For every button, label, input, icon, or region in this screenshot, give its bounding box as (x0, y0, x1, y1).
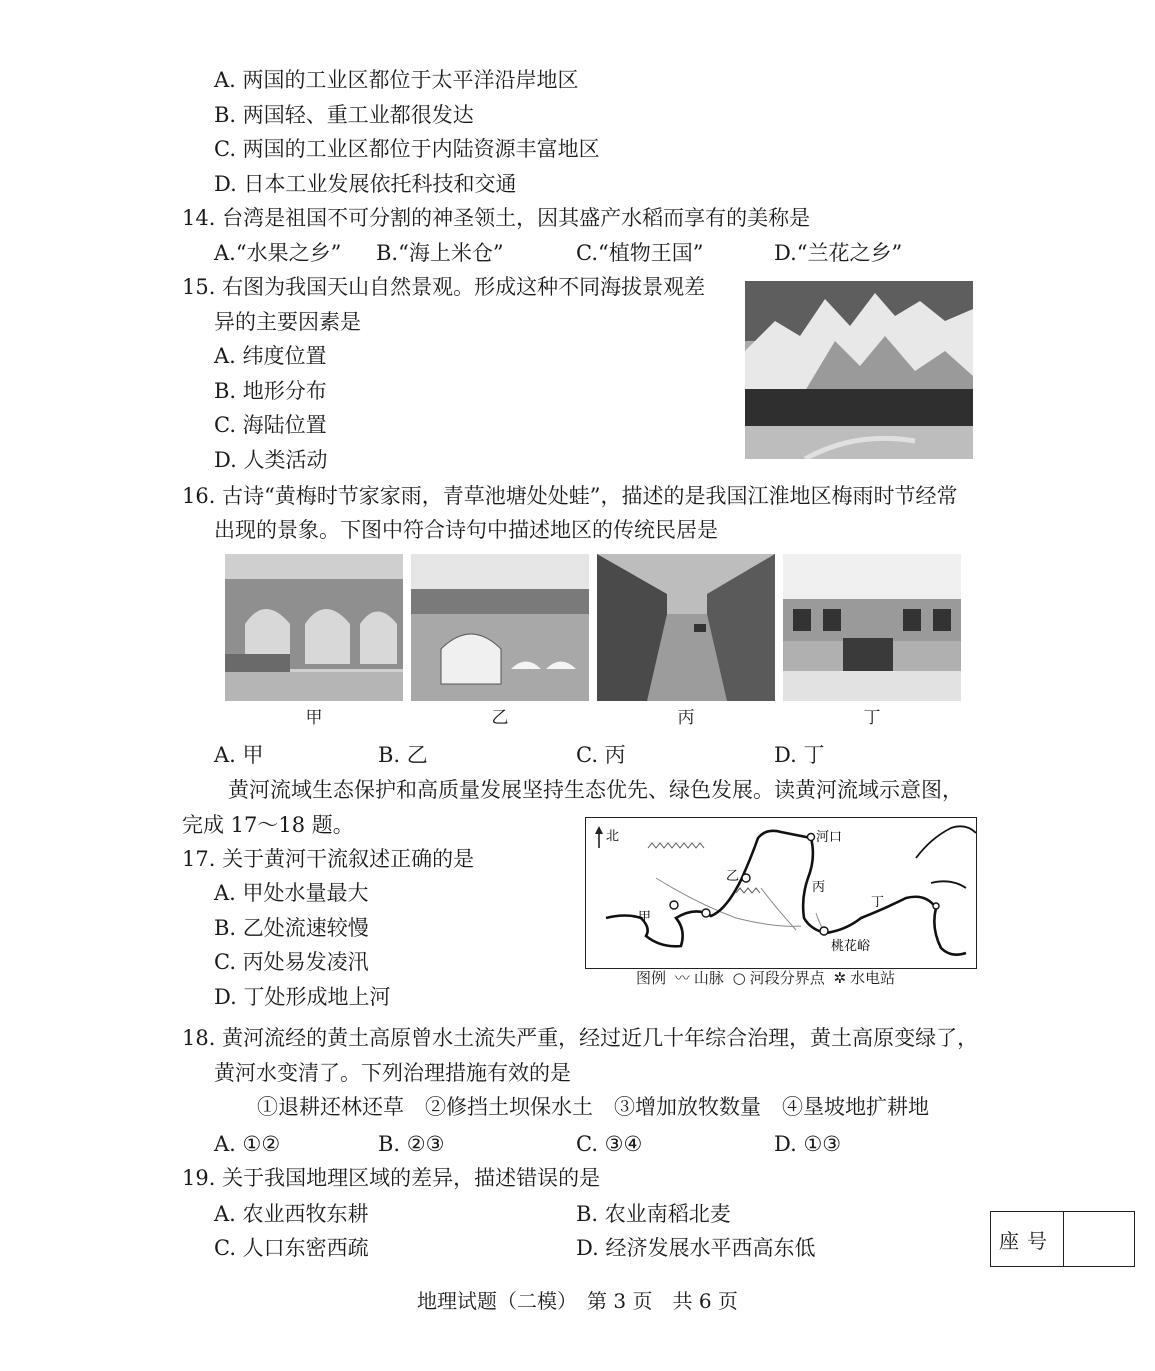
q14-stem: 14. 台湾是祖国不可分割的神圣领土，因其盛产水稻而享有的美称是 (182, 206, 811, 230)
q17-option-d: D. 丁处形成地上河 (214, 985, 391, 1009)
caption-yi: 乙 (491, 708, 509, 728)
q16-stem-line1: 16. 古诗“黄梅时节家家雨，青草池塘处处蛙”，描述的是我国江淮地区梅雨时节经常 (182, 484, 958, 508)
legend-mountain-label: 山脉 (693, 969, 724, 987)
map-label-jia: 甲 (638, 910, 652, 925)
q18-stem-line1: 18. 黄河流经的黄土高原曾水土流失严重，经过近几十年综合治理，黄土高原变绿了， (182, 1026, 979, 1050)
q19-option-c: C. 人口东密西疏 (214, 1236, 369, 1260)
house-photo-bing (597, 554, 775, 701)
q15-stem-line2: 异的主要因素是 (214, 310, 361, 334)
q15-option-d: D. 人类活动 (214, 448, 328, 472)
q16-option-a: A. 甲 (214, 743, 264, 767)
q13-option-c: C. 两国的工业区都位于内陆资源丰富地区 (214, 137, 600, 161)
q19-option-a: A. 农业西牧东耕 (214, 1202, 369, 1226)
q13-option-a: A. 两国的工业区都位于太平洋沿岸地区 (214, 68, 579, 92)
river-boundary-point-icon: ○ (732, 969, 746, 987)
q18-stem-line2: 黄河水变清了。下列治理措施有效的是 (214, 1061, 571, 1085)
q13-option-b: B. 两国轻、重工业都很发达 (214, 103, 474, 127)
q14-option-a: A.“水果之乡” (214, 241, 342, 265)
hydropower-station-icon: ✲ (833, 969, 847, 987)
q16-option-d: D. 丁 (774, 743, 825, 767)
q18-option-b: B. ②③ (378, 1132, 445, 1156)
caption-jia: 甲 (305, 708, 323, 728)
q16-option-c: C. 丙 (576, 743, 626, 767)
map-legend (636, 967, 899, 989)
q19-option-d: D. 经济发展水平西高东低 (576, 1236, 816, 1260)
legend-title: 图例 (636, 969, 667, 987)
tianshan-landscape-photo (745, 281, 973, 459)
seat-number-box (990, 1211, 1135, 1267)
house-photo-ding (783, 554, 961, 701)
q19-option-b: B. 农业南稻北麦 (576, 1202, 731, 1226)
q17-option-c: C. 丙处易发凌汛 (214, 950, 369, 974)
q16-option-b: B. 乙 (378, 743, 428, 767)
q15-option-c: C. 海陆位置 (214, 413, 327, 437)
house-photo-yi (411, 554, 589, 701)
q15-option-b: B. 地形分布 (214, 379, 327, 403)
map-label-ding: 丁 (871, 895, 885, 910)
mountain-range-icon (648, 843, 760, 893)
legend-point-label: 河段分界点 (749, 969, 825, 987)
q14-option-d: D.“兰花之乡” (774, 241, 903, 265)
q18-option-d: D. ①③ (774, 1132, 842, 1156)
page-footer: 地理试题（二模） 第 3 页 共 6 页 (417, 1289, 738, 1313)
q18-option-c: C. ③④ (576, 1132, 643, 1156)
passage-line2: 完成 17～18 题。 (182, 813, 354, 837)
caption-ding: 丁 (863, 708, 881, 728)
map-label-taohuayu: 桃花峪 (831, 939, 871, 954)
seat-number-field[interactable] (1064, 1212, 1134, 1266)
passage-line1: 黄河流域生态保护和高质量发展坚持生态优先、绿色发展。读黄河流域示意图， (228, 778, 963, 802)
q19-stem: 19. 关于我国地理区域的差异，描述错误的是 (182, 1166, 601, 1190)
q18-option-a: A. ①② (214, 1132, 281, 1156)
q17-option-a: A. 甲处水量最大 (214, 881, 369, 905)
q15-stem-line1: 15. 右图为我国天山自然景观。形成这种不同海拔景观差 (182, 275, 706, 299)
north-arrow-icon (595, 826, 603, 848)
q17-option-b: B. 乙处流速较慢 (214, 916, 369, 940)
yellow-river-map (585, 817, 977, 969)
q18-measures: ①退耕还林还草 ②修挡土坝保水土 ③增加放牧数量 ④垦坡地扩耕地 (257, 1095, 929, 1119)
map-north-label: 北 (606, 829, 620, 844)
map-label-hekou: 河口 (816, 830, 843, 845)
map-label-bing: 丙 (812, 880, 826, 895)
q13-option-d: D. 日本工业发展依托科技和交通 (214, 172, 517, 196)
caption-bing: 丙 (677, 708, 695, 728)
mountain-range-icon: 〰 (674, 969, 690, 987)
q16-stem-line2: 出现的景象。下图中符合诗句中描述地区的传统民居是 (214, 518, 718, 542)
q17-stem: 17. 关于黄河干流叙述正确的是 (182, 847, 475, 871)
seat-number-label: 座号 (991, 1212, 1064, 1266)
q14-option-b: B.“海上米仓” (376, 241, 504, 265)
house-photo-jia (225, 554, 403, 701)
q14-option-c: C.“植物王国” (576, 241, 704, 265)
legend-station-label: 水电站 (850, 969, 896, 987)
map-label-yi: 乙 (726, 869, 740, 884)
q15-option-a: A. 纬度位置 (214, 344, 327, 368)
